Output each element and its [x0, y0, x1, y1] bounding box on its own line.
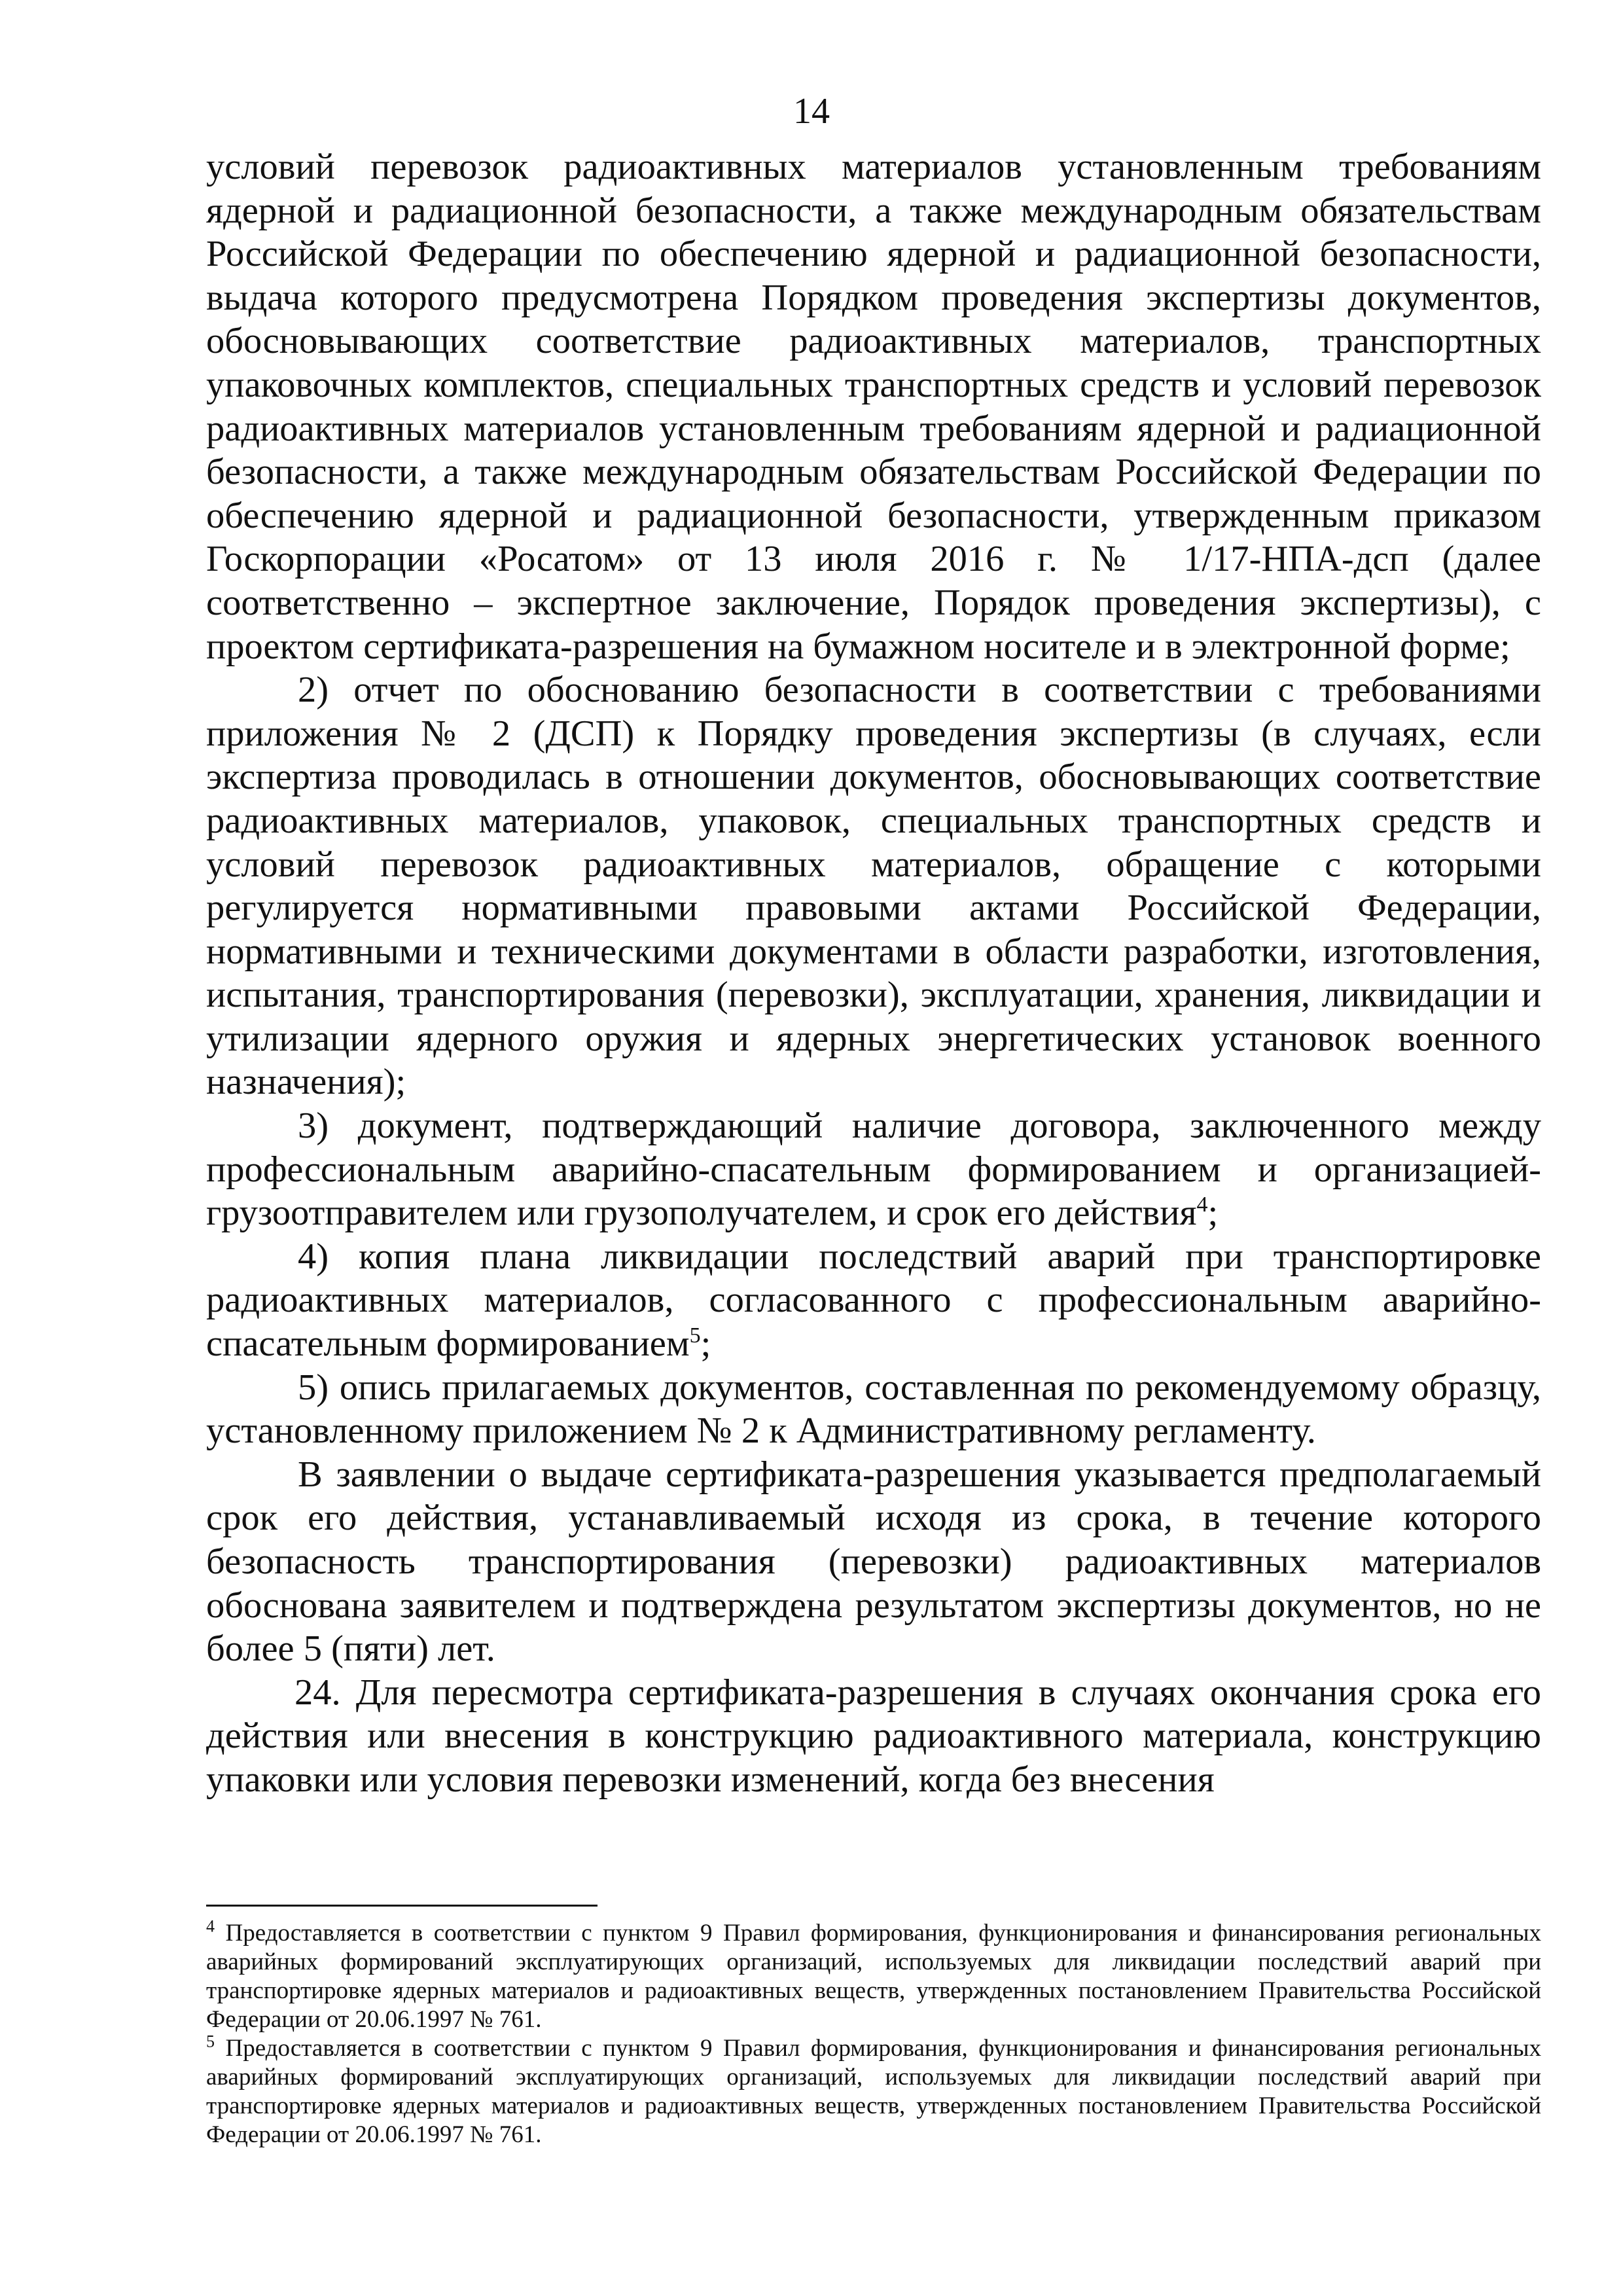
list-item-4 [206, 1235, 1541, 1366]
paragraph-continuation: условий перевозок радиоактивных материалов установленным требованиям ядерной и радиационной безопасности, а также международным обязательствам Российской Федерации по обеспечению ядерной и радиационной безопасности, выдача которого предусмотрена Порядком проведения экспертизы документов, обосновывающих соответствие радиоактивных материалов, транспортных упаковочных комплектов, специальных транспортных средств и условий перевозок радиоактивных материалов установленным требованиям ядерной и радиационной безопасности, а также международным обязательствам Российской Федерации по обеспечению ядерной и радиационной безопасности, утвержденным приказом Госкорпорации «Росатом» от 13 июля 2016 г. № 1/17-НПА-дсп (далее соответственно – экспертное заключение, Порядок проведения экспертизы), с проектом сертификата-разрешения на бумажном носителе и в электронной форме; [206, 147, 1541, 667]
clause-24: 24. Для пересмотра сертификата-разрешения в случаях окончания срока его действия или внесения в конструкцию радиоактивного материала, конструкцию упаковки или условия перевозки изменений, когда без внесения [206, 1672, 1541, 1800]
list-item-3-text: 3) документ, подтверждающий наличие договора, заключенного между профессиональным аварийно-спасательным формированием и организацией-грузоотправителем или грузополучателем, и срок его действия [206, 1105, 1541, 1234]
footnote-5-text: Предоставляется в соответствии с пунктом 9 Правил формирования, функционирования и финансирования региональных аварийных формирований эксплуатирующих организаций, используемых для ликвидации последствий аварий при транспортировке ядерных материалов и радиоактивных веществ, утвержденных постановлением Правительства Российской Федерации от 20.06.1997 № 761. [206, 2035, 1541, 2148]
list-item-4-end: ; [700, 1323, 711, 1365]
list-item-3 [206, 1104, 1541, 1235]
footnote-4 [206, 1916, 1541, 2034]
footnote-mark-5: 5 [206, 2032, 215, 2051]
footnote-4-text: Предоставляется в соответствии с пунктом 9 Правил формирования, функционирования и финансирования региональных аварийных формирований эксплуатирующих организаций, используемых для ликвидации последствий аварий при транспортировке ядерных материалов и радиоактивных веществ, утвержденных постановлением Правительства Российской Федерации от 20.06.1997 № 761. [206, 1920, 1541, 2033]
footnotes [206, 1916, 1541, 2149]
list-item-5: 5) опись прилагаемых документов, составленная по рекомендуемому образцу, установленному приложением № 2 к Административному регламенту. [206, 1367, 1541, 1452]
footnote-separator [206, 1905, 597, 1907]
list-item-4-text: 4) копия плана ликвидации последствий аварий при транспортировке радиоактивных материалов, согласованного с профессиональным аварийно-спасательным формированием [206, 1236, 1541, 1365]
footnote-mark-4: 4 [206, 1916, 215, 1936]
body-text [206, 145, 1541, 1802]
list-item-2: 2) отчет по обоснованию безопасности в соответствии с требованиями приложения № 2 (ДСП) к Порядку проведения экспертизы (в случаях, если экспертиза проводилась в отношении документов, обосновывающих соответствие радиоактивных материалов, упаковок, специальных транспортных средств и условий перевозок радиоактивных материалов, обращение с которыми регулируется нормативными правовыми актами Российской Федерации, нормативными и техническими документами в области разработки, изготовления, испытания, транспортирования (перевозки), эксплуатации, хранения, ликвидации и утилизации ядерного оружия и ядерных энергетических установок военного назначения); [206, 670, 1541, 1103]
footnote-5 [206, 2034, 1541, 2149]
footnote-ref-4[interactable]: 4 [1196, 1193, 1208, 1217]
paragraph-term: В заявлении о выдаче сертификата-разрешения указывается предполагаемый срок его действия, устанавливаемый исходя из срока, в течение которого безопасность транспортирования (перевозки) радиоактивных материалов обоснована заявителем и подтверждена результатом экспертизы документов, но не более 5 (пяти) лет. [206, 1454, 1541, 1670]
list-item-3-end: ; [1207, 1193, 1219, 1234]
page-number: 14 [793, 91, 830, 132]
footnote-ref-5[interactable]: 5 [689, 1323, 701, 1348]
